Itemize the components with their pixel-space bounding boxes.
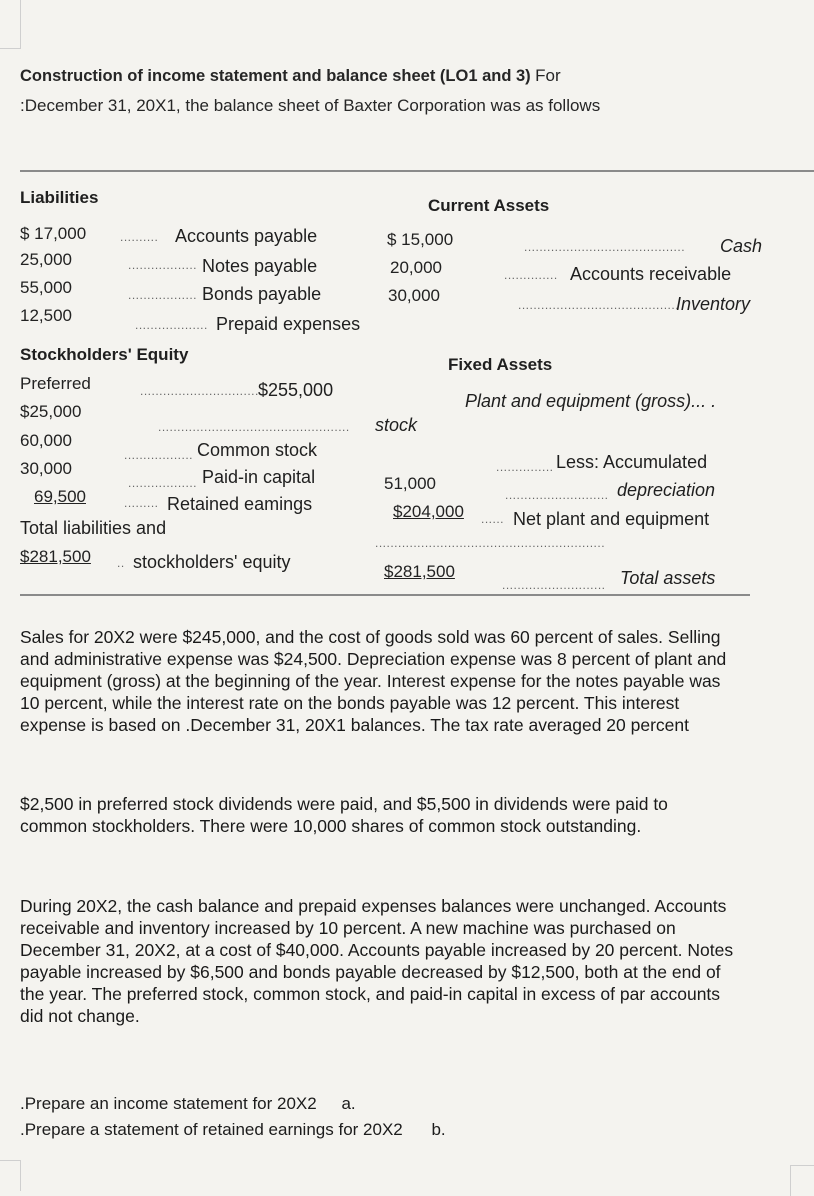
liabilities-header: Liabilities [20, 188, 99, 207]
asset-amount: $ 15,000 [387, 230, 454, 249]
leader-dots: .. [117, 556, 125, 570]
problem-header [20, 66, 561, 86]
paragraph-changes-20x2: During 20X2, the cash balance and prepaid expenses balances were unchanged. Accounts receivable and inventory increased by 10 percent. A new machine was purchased on December 31, 20X2, at a cost of $40,000. Accounts payable increased by 20 percent. Notes payable increased by $6,500 and bonds payable decreased by $12,500, both at the end of the year. The preferred stock, common stock, and paid-in capital in excess of par accounts did not change. [20, 896, 734, 1026]
leader-dots: .................. [128, 258, 198, 272]
total-le-label-2: stockholders' equity [133, 552, 291, 572]
liability-label: Bonds payable [202, 284, 322, 304]
fixed-assets-header: Fixed Assets [448, 355, 553, 374]
accum-label-2: depreciation [617, 480, 716, 500]
task-b [20, 1120, 446, 1140]
preferred-mid-amount: $255,000 [258, 380, 334, 400]
paragraph-dividends: $2,500 in preferred stock dividends were paid, and $5,500 in dividends were paid to common stockholders. There were 10,000 shares of common stock outstanding. [20, 794, 668, 836]
leader-dots: ........................... [505, 488, 609, 502]
total-le-label-1: Total liabilities and [20, 518, 167, 538]
leader-dots: ........................... [502, 578, 606, 592]
liability-label: Accounts payable [175, 226, 318, 246]
task-text: .Prepare an income statement for 20X2 [20, 1094, 317, 1113]
leader-dots: .................................................. [158, 420, 350, 434]
asset-amount: 30,000 [388, 286, 440, 305]
liability-amount: 25,000 [20, 250, 72, 269]
liability-amount: $ 17,000 [20, 224, 87, 243]
leader-dots: ................... [135, 318, 208, 332]
leader-dots: ............................... [140, 384, 259, 398]
preferred-label: Preferred [20, 374, 91, 393]
liability-label: Prepaid expenses [216, 314, 361, 334]
task-a [20, 1094, 356, 1114]
stock-word: stock [375, 415, 418, 435]
leader-dots: .................. [128, 288, 198, 302]
equity-amount: 60,000 [20, 431, 72, 450]
problem-title: Construction of income statement and balance sheet (LO1 and 3) [20, 67, 531, 85]
leader-dots: .......................................... [524, 240, 686, 254]
task-text: .Prepare a statement of retained earnings for 20X2 [20, 1120, 403, 1139]
asset-amount: 20,000 [390, 258, 442, 277]
net-plant-amount: $204,000 [393, 502, 464, 521]
top-divider [20, 170, 814, 172]
total-assets-label: Total assets [620, 568, 716, 588]
equity-label: Retained eamings [167, 494, 313, 514]
asset-label: Cash [720, 236, 763, 256]
leader-dots: .................. [124, 448, 194, 462]
accum-amount: 51,000 [384, 474, 436, 493]
leader-dots: .................. [128, 476, 198, 490]
accum-label-1: Less: Accumulated [556, 452, 708, 472]
paragraph-sales-expenses: Sales for 20X2 were $245,000, and the cost of goods sold was 60 percent of sales. Selling and administrative expense was $24,500. Depreciation expense was 8 percent of plant and equipment (gross) at the beginning of the year. Interest expense for the notes payable was 10 percent, while the interest rate on the bonds payable was 12 percent. This interest expense is based on .December 31, 20X1 balances. The tax rate averaged 20 percent [20, 627, 727, 735]
leader-dots: ...... [481, 512, 505, 526]
task-letter: b. [431, 1120, 446, 1139]
asset-label: Accounts receivable [570, 264, 732, 284]
liability-amount: 55,000 [20, 278, 72, 297]
total-assets-amount: $281,500 [384, 562, 455, 581]
leader-dots: .......... [120, 230, 159, 244]
liability-label: Notes payable [202, 256, 318, 276]
corner-mark-bottom-right [790, 1165, 814, 1196]
equity-label: Paid-in capital [202, 467, 316, 487]
equity-amount: 69,500 [34, 487, 86, 506]
plant-label: Plant and equipment (gross)... . [465, 391, 717, 411]
asset-label: Inventory [676, 294, 751, 314]
equity-label: Common stock [197, 440, 318, 460]
liability-amount: 12,500 [20, 306, 72, 325]
leader-dots: .............. [504, 268, 558, 282]
leader-dots: ......... [124, 496, 159, 510]
balance-sheet-bottom-rule [20, 594, 750, 596]
problem-title-tail: For [535, 66, 561, 85]
problem-subtitle: :December 31, 20X1, the balance sheet of Baxter Corporation was as follows [20, 96, 601, 115]
corner-mark-top-left [0, 0, 21, 49]
net-plant-label: Net plant and equipment [513, 509, 710, 529]
equity-header: Stockholders' Equity [20, 345, 189, 364]
leader-dots: .......................................... [518, 298, 680, 312]
current-assets-header: Current Assets [428, 196, 550, 215]
leader-dots: ............................................................ [375, 536, 606, 550]
leader-dots: ............... [496, 460, 554, 474]
task-letter: a. [341, 1094, 356, 1113]
corner-mark-bottom-left [0, 1160, 21, 1191]
total-le-amount: $281,500 [20, 547, 91, 566]
preferred-amount: $25,000 [20, 402, 82, 421]
equity-amount: 30,000 [20, 459, 72, 478]
